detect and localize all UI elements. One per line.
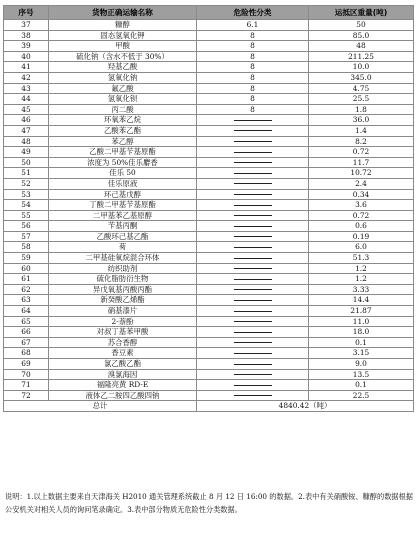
cell-serial: 72 [4,390,49,401]
cell-weight: 1.2 [309,263,414,274]
no-class-dash [234,364,272,365]
table-row [4,359,414,370]
cell-hazard-class [197,147,309,158]
cell-weight: 9.0 [309,359,414,370]
cell-goods-name: 苯乙醇 [49,136,197,147]
cell-hazard-class [197,221,309,232]
cell-goods-name: 乙酸环己基乙酯 [49,231,197,242]
cell-serial: 63 [4,295,49,306]
cell-serial: 62 [4,284,49,295]
table-row [4,30,414,41]
table-row [4,94,414,105]
cell-goods-name: 乙酸二甲基苄基原酯 [49,147,197,158]
table-row [4,221,414,232]
table-row [4,72,414,83]
cell-hazard-class: 8 [197,104,309,115]
no-class-dash [234,162,272,163]
total-value: 4840.42（吨） [197,401,414,412]
cell-goods-name: 异戊氧基丙酸丙酯 [49,284,197,295]
cell-serial: 37 [4,20,49,31]
table-row [4,263,414,274]
cell-serial: 43 [4,83,49,94]
cell-serial: 68 [4,348,49,359]
table-row [4,51,414,62]
cell-serial: 42 [4,72,49,83]
cell-goods-name: 对叔丁基苯甲酸 [49,327,197,338]
cell-goods-name: 固态氢氧化钾 [49,30,197,41]
cell-hazard-class: 8 [197,83,309,94]
no-class-dash [234,311,272,312]
cell-hazard-class [197,115,309,126]
header-hazard-class: 危险性分类 [197,6,309,20]
cell-serial: 53 [4,189,49,200]
no-class-dash [234,183,272,184]
cell-serial: 54 [4,200,49,211]
cell-hazard-class [197,231,309,242]
cell-goods-name: 丙二酸 [49,104,197,115]
cell-hazard-class [197,348,309,359]
cell-hazard-class [197,200,309,211]
cell-weight: 21.87 [309,306,414,317]
no-class-dash [234,247,272,248]
cell-hazard-class [197,316,309,327]
no-class-dash [234,289,272,290]
cell-goods-name: 茐 [49,242,197,253]
no-class-dash [234,279,272,280]
no-class-dash [234,215,272,216]
header-goods-name: 货物正确运输名称 [49,6,197,20]
cell-goods-name: 佳乐 50 [49,168,197,179]
cell-hazard-class [197,327,309,338]
cell-weight: 18.0 [309,327,414,338]
cell-weight: 85.0 [309,30,414,41]
table-row [4,369,414,380]
cell-hazard-class [197,380,309,391]
header-serial: 序号 [4,6,49,20]
cell-goods-name: 糠醇 [49,20,197,31]
cell-goods-name: 香豆素 [49,348,197,359]
cell-hazard-class [197,168,309,179]
table-row [4,115,414,126]
cell-serial: 55 [4,210,49,221]
cell-serial: 70 [4,369,49,380]
cell-weight: 6.0 [309,242,414,253]
cell-serial: 57 [4,231,49,242]
cell-goods-name: 硝基漆片 [49,306,197,317]
cell-hazard-class [197,242,309,253]
cell-weight: 1.2 [309,274,414,285]
no-class-dash [234,374,272,375]
total-label: 总计 [4,401,197,412]
table-header-row [4,6,414,20]
cell-serial: 47 [4,125,49,136]
no-class-dash [234,258,272,259]
cell-hazard-class [197,253,309,264]
cell-goods-name: 二甲基苯乙基原醇 [49,210,197,221]
cell-hazard-class [197,263,309,274]
cell-goods-name: 硫化脂肪衍生物 [49,274,197,285]
cell-weight: 48 [309,41,414,52]
cell-goods-name: 福隆亮黄 RD-E [49,380,197,391]
cell-serial: 50 [4,157,49,168]
no-class-dash [234,395,272,396]
cell-serial: 46 [4,115,49,126]
table-row [4,83,414,94]
cell-weight: 51.3 [309,253,414,264]
cell-serial: 38 [4,30,49,41]
cell-weight: 10.0 [309,62,414,73]
no-class-dash [234,236,272,237]
cell-hazard-class: 8 [197,41,309,52]
table-row [4,316,414,327]
cell-weight: 11.0 [309,316,414,327]
cell-serial: 45 [4,104,49,115]
no-class-dash [234,321,272,322]
cell-hazard-class [197,210,309,221]
cell-hazard-class [197,284,309,295]
no-class-dash [234,205,272,206]
cell-hazard-class [197,136,309,147]
cell-weight: 0.1 [309,337,414,348]
cell-hazard-class [197,306,309,317]
table-row [4,380,414,391]
cell-goods-name: 丁酸二甲基苄基原酯 [49,200,197,211]
cell-hazard-class: 8 [197,51,309,62]
cell-hazard-class [197,157,309,168]
goods-table [3,5,414,412]
cell-hazard-class [197,178,309,189]
cell-serial: 41 [4,62,49,73]
cell-weight: 4.75 [309,83,414,94]
cell-goods-name: 液体乙二胺四乙酸四钠 [49,390,197,401]
cell-serial: 58 [4,242,49,253]
cell-hazard-class: 8 [197,62,309,73]
cell-goods-name: 硫化钠（含水不低于 30%） [49,51,197,62]
cell-hazard-class [197,295,309,306]
no-class-dash [234,152,272,153]
cell-serial: 67 [4,337,49,348]
cell-weight: 1.8 [309,104,414,115]
table-row [4,41,414,52]
no-class-dash [234,194,272,195]
table-row [4,157,414,168]
table-row [4,306,414,317]
cell-goods-name: 纺织助剂 [49,263,197,274]
cell-goods-name: 苏合香醇 [49,337,197,348]
table-row [4,274,414,285]
table-row [4,200,414,211]
table-row [4,327,414,338]
no-class-dash [234,130,272,131]
table-row [4,147,414,158]
table-row [4,20,414,31]
cell-weight: 0.19 [309,231,414,242]
cell-goods-name: 环己基戊醇 [49,189,197,200]
no-class-dash [234,385,272,386]
table-row [4,168,414,179]
cell-goods-name: 氢氧化钡 [49,94,197,105]
cell-goods-name: 苄基丙酮 [49,221,197,232]
cell-serial: 65 [4,316,49,327]
cell-serial: 69 [4,359,49,370]
table-body [4,20,414,412]
cell-weight: 10.72 [309,168,414,179]
cell-serial: 56 [4,221,49,232]
cell-hazard-class [197,274,309,285]
cell-weight: 3.15 [309,348,414,359]
cell-weight: 11.7 [309,157,414,168]
table-row [4,136,414,147]
cell-serial: 61 [4,274,49,285]
cell-weight: 211.25 [309,51,414,62]
total-row [4,401,414,412]
cell-serial: 66 [4,327,49,338]
table-row [4,62,414,73]
cell-weight: 22.5 [309,390,414,401]
cell-goods-name: 新癸酸乙烯酯 [49,295,197,306]
table-row [4,231,414,242]
table-row [4,390,414,401]
cell-goods-name: 浓度为 50%佳乐麝香 [49,157,197,168]
cell-serial: 49 [4,147,49,158]
cell-hazard-class [197,359,309,370]
table-row [4,189,414,200]
cell-weight: 0.34 [309,189,414,200]
cell-serial: 52 [4,178,49,189]
no-class-dash [234,120,272,121]
table-row [4,348,414,359]
no-class-dash [234,353,272,354]
cell-weight: 0.6 [309,221,414,232]
no-class-dash [234,173,272,174]
table-row [4,337,414,348]
cell-weight: 1.4 [309,125,414,136]
table-row [4,104,414,115]
no-class-dash [234,300,272,301]
table-row [4,125,414,136]
cell-serial: 40 [4,51,49,62]
cell-serial: 51 [4,168,49,179]
cell-weight: 0.72 [309,210,414,221]
cell-goods-name: 甲酸 [49,41,197,52]
cell-weight: 13.5 [309,369,414,380]
cell-serial: 44 [4,94,49,105]
table-row [4,253,414,264]
cell-serial: 39 [4,41,49,52]
cell-serial: 59 [4,253,49,264]
cell-hazard-class [197,125,309,136]
cell-goods-name: 氯乙酸乙酯 [49,359,197,370]
cell-goods-name: 氟乙酸 [49,83,197,94]
cell-goods-name: 2-萘酚 [49,316,197,327]
table-row [4,284,414,295]
cell-goods-name: 溴氯海因 [49,369,197,380]
table-row [4,210,414,221]
no-class-dash [234,141,272,142]
table-row [4,295,414,306]
cell-serial: 71 [4,380,49,391]
cell-weight: 14.4 [309,295,414,306]
cell-hazard-class: 8 [197,94,309,105]
cell-weight: 3.6 [309,200,414,211]
cell-weight: 3.33 [309,284,414,295]
cell-weight: 0.72 [309,147,414,158]
table-row [4,178,414,189]
cell-goods-name: 二甲基硅氧烷混合环体 [49,253,197,264]
footnote: 说明：1.以上数据主要来自天津海关 H2010 通关管理系统截止 8 月 12 日 16:00 的数据。2.表中有关硝酸铵、糠醇的数据根据公安机关对相关人员的询问笔录确定。3.表中部分物质无危险性分类数据。 [5,492,413,515]
cell-hazard-class [197,390,309,401]
cell-weight: 2.4 [309,178,414,189]
cell-hazard-class: 8 [197,72,309,83]
cell-serial: 60 [4,263,49,274]
header-weight: 运抵区重量(吨) [309,6,414,20]
cell-hazard-class [197,369,309,380]
no-class-dash [234,332,272,333]
no-class-dash [234,268,272,269]
cell-hazard-class [197,189,309,200]
cell-hazard-class [197,337,309,348]
no-class-dash [234,226,272,227]
cell-goods-name: 乙酸苯乙酯 [49,125,197,136]
cell-serial: 64 [4,306,49,317]
table-row [4,242,414,253]
cell-goods-name: 羟基乙酸 [49,62,197,73]
cell-goods-name: 氢氧化钠 [49,72,197,83]
cell-weight: 25.5 [309,94,414,105]
cell-weight: 345.0 [309,72,414,83]
cell-weight: 8.2 [309,136,414,147]
cell-weight: 50 [309,20,414,31]
cell-weight: 36.0 [309,115,414,126]
cell-serial: 48 [4,136,49,147]
no-class-dash [234,342,272,343]
cell-hazard-class: 8 [197,30,309,41]
cell-goods-name: 佳乐原液 [49,178,197,189]
cell-goods-name: 环氧苯乙烷 [49,115,197,126]
cell-hazard-class: 6.1 [197,20,309,31]
cell-weight: 0.1 [309,380,414,391]
